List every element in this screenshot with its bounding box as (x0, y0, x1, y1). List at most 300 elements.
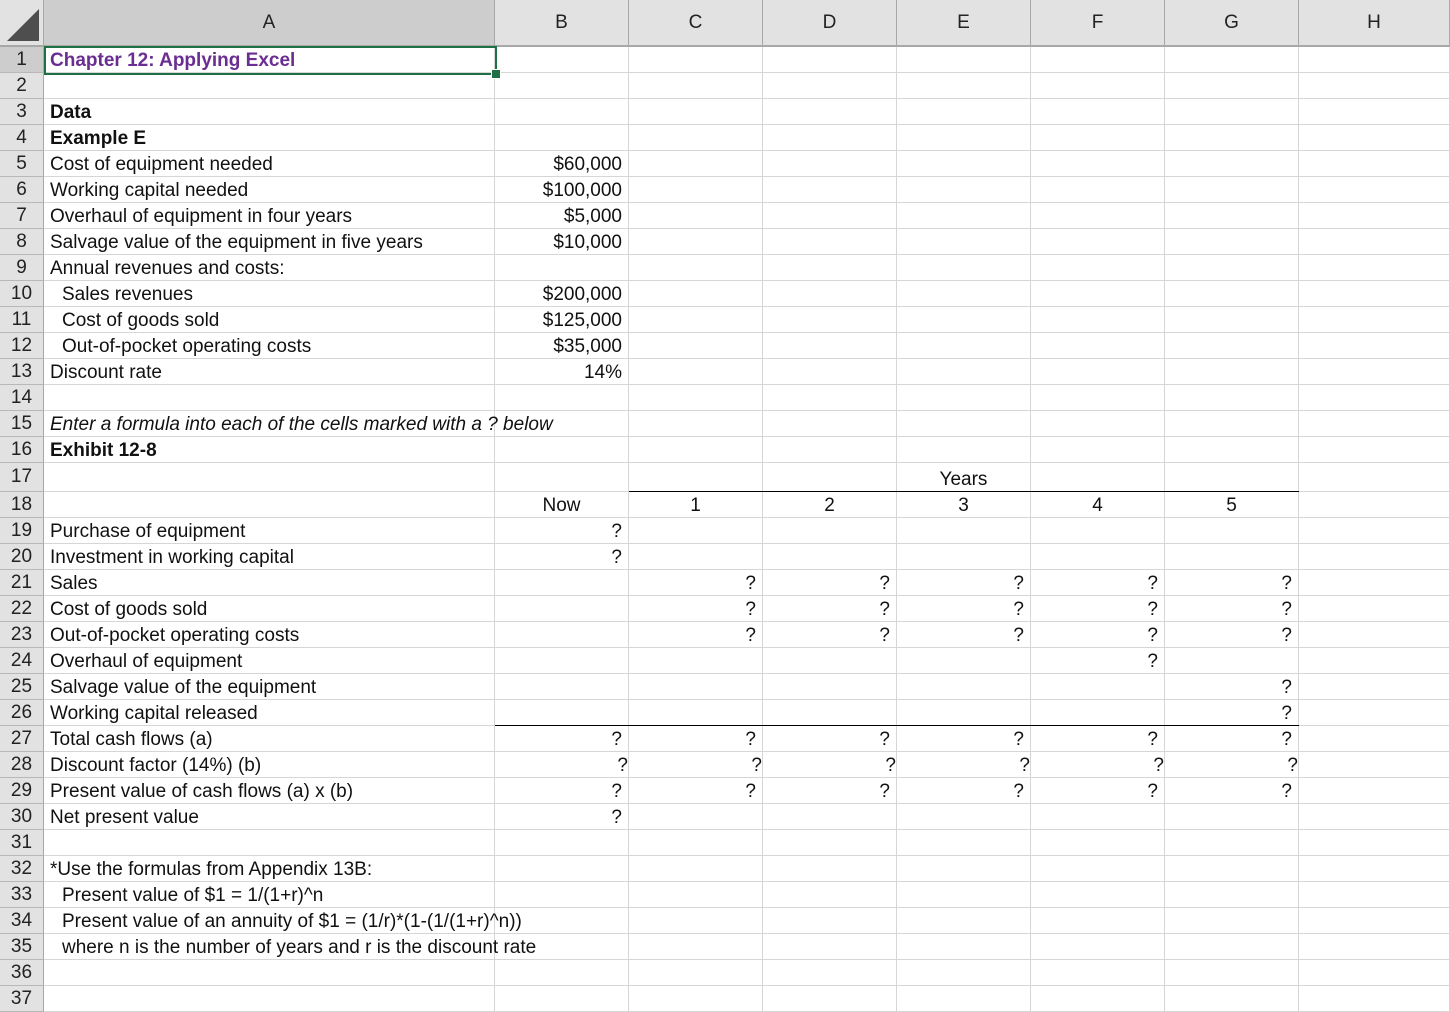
cell-d14[interactable] (763, 385, 897, 411)
cell-b31[interactable] (495, 830, 629, 856)
cell-b21[interactable] (495, 570, 629, 596)
cell-c11[interactable] (629, 307, 763, 333)
cell-f6[interactable] (1031, 177, 1165, 203)
cell-e32[interactable] (897, 856, 1031, 882)
cell-a20[interactable]: Investment in working capital (44, 544, 495, 570)
cell-g30[interactable] (1165, 804, 1299, 830)
cell-e15[interactable] (897, 411, 1031, 437)
cell-g20[interactable] (1165, 544, 1299, 570)
cell-f12[interactable] (1031, 333, 1165, 359)
cell-a4[interactable]: Example E (44, 125, 495, 151)
row-header-2[interactable]: 2 (0, 73, 44, 99)
column-header-h[interactable]: H (1299, 0, 1450, 47)
cell-e29[interactable]: ? (897, 778, 1031, 804)
column-header-f[interactable]: F (1031, 0, 1165, 47)
cell-d11[interactable] (763, 307, 897, 333)
cell-f18[interactable]: 4 (1031, 492, 1165, 518)
cell-c7[interactable] (629, 203, 763, 229)
cell-c5[interactable] (629, 151, 763, 177)
cell-a33[interactable]: Present value of $1 = 1/(1+r)^n (44, 882, 495, 908)
row-header-5[interactable]: 5 (0, 151, 44, 177)
cell-g10[interactable] (1165, 281, 1299, 307)
column-header-a[interactable]: A (44, 0, 495, 47)
cell-a12[interactable]: Out-of-pocket operating costs (44, 333, 495, 359)
cell-f30[interactable] (1031, 804, 1165, 830)
cell-f25[interactable] (1031, 674, 1165, 700)
cell-a22[interactable]: Cost of goods sold (44, 596, 495, 622)
cell-b37[interactable] (495, 986, 629, 1012)
cell-a25[interactable]: Salvage value of the equipment (44, 674, 495, 700)
cell-c3[interactable] (629, 99, 763, 125)
cell-b20[interactable]: ? (495, 544, 629, 570)
cell-e27[interactable]: ? (897, 726, 1031, 752)
row-header-31[interactable]: 31 (0, 830, 44, 856)
cell-g22[interactable]: ? (1165, 596, 1299, 622)
row-header-3[interactable]: 3 (0, 99, 44, 125)
cell-f5[interactable] (1031, 151, 1165, 177)
row-header-4[interactable]: 4 (0, 125, 44, 151)
row-header-11[interactable]: 11 (0, 307, 44, 333)
cell-e4[interactable] (897, 125, 1031, 151)
cell-b10[interactable]: $200,000 (495, 281, 629, 307)
cell-g1[interactable] (1165, 47, 1299, 73)
cell-e33[interactable] (897, 882, 1031, 908)
cell-g5[interactable] (1165, 151, 1299, 177)
cell-a26[interactable]: Working capital released (44, 700, 495, 726)
cell-f36[interactable] (1031, 960, 1165, 986)
cell-d28[interactable]: ? (763, 752, 897, 778)
cell-c19[interactable] (629, 518, 763, 544)
row-header-27[interactable]: 27 (0, 726, 44, 752)
cell-e31[interactable] (897, 830, 1031, 856)
cell-d13[interactable] (763, 359, 897, 385)
cell-e17[interactable]: Years (897, 463, 1031, 492)
cell-g18[interactable]: 5 (1165, 492, 1299, 518)
cell-g8[interactable] (1165, 229, 1299, 255)
cell-c22[interactable]: ? (629, 596, 763, 622)
cell-b6[interactable]: $100,000 (495, 177, 629, 203)
cell-e10[interactable] (897, 281, 1031, 307)
cell-g9[interactable] (1165, 255, 1299, 281)
cell-b30[interactable]: ? (495, 804, 629, 830)
cell-e37[interactable] (897, 986, 1031, 1012)
cell-h6[interactable] (1299, 177, 1450, 203)
cell-e6[interactable] (897, 177, 1031, 203)
cell-c16[interactable] (629, 437, 763, 463)
cell-b25[interactable] (495, 674, 629, 700)
cell-f7[interactable] (1031, 203, 1165, 229)
cell-a7[interactable]: Overhaul of equipment in four years (44, 203, 495, 229)
cell-b23[interactable] (495, 622, 629, 648)
cell-c9[interactable] (629, 255, 763, 281)
cell-b19[interactable]: ? (495, 518, 629, 544)
cell-d16[interactable] (763, 437, 897, 463)
cell-b29[interactable]: ? (495, 778, 629, 804)
row-header-10[interactable]: 10 (0, 281, 44, 307)
cell-b16[interactable] (495, 437, 629, 463)
cell-e36[interactable] (897, 960, 1031, 986)
cell-d25[interactable] (763, 674, 897, 700)
row-header-14[interactable]: 14 (0, 385, 44, 411)
column-header-b[interactable]: B (495, 0, 629, 47)
cell-g36[interactable] (1165, 960, 1299, 986)
row-header-20[interactable]: 20 (0, 544, 44, 570)
cell-g25[interactable]: ? (1165, 674, 1299, 700)
cell-h37[interactable] (1299, 986, 1450, 1012)
cell-a14[interactable] (44, 385, 495, 411)
cell-e5[interactable] (897, 151, 1031, 177)
cell-b27[interactable]: ? (495, 726, 629, 752)
cell-g19[interactable] (1165, 518, 1299, 544)
cell-a35[interactable]: where n is the number of years and r is the discount rate (44, 934, 495, 960)
cell-g14[interactable] (1165, 385, 1299, 411)
cell-c27[interactable]: ? (629, 726, 763, 752)
cell-f2[interactable] (1031, 73, 1165, 99)
cell-e11[interactable] (897, 307, 1031, 333)
cell-g3[interactable] (1165, 99, 1299, 125)
cell-h21[interactable] (1299, 570, 1450, 596)
cell-a9[interactable]: Annual revenues and costs: (44, 255, 495, 281)
cell-c8[interactable] (629, 229, 763, 255)
row-header-6[interactable]: 6 (0, 177, 44, 203)
cell-e3[interactable] (897, 99, 1031, 125)
cell-f9[interactable] (1031, 255, 1165, 281)
cell-a5[interactable]: Cost of equipment needed (44, 151, 495, 177)
cell-f19[interactable] (1031, 518, 1165, 544)
cell-h29[interactable] (1299, 778, 1450, 804)
cell-e14[interactable] (897, 385, 1031, 411)
cell-b12[interactable]: $35,000 (495, 333, 629, 359)
cell-d36[interactable] (763, 960, 897, 986)
cell-h16[interactable] (1299, 437, 1450, 463)
cell-g26[interactable]: ? (1165, 700, 1299, 726)
cell-b24[interactable] (495, 648, 629, 674)
cell-f13[interactable] (1031, 359, 1165, 385)
cell-a16[interactable]: Exhibit 12-8 (44, 437, 495, 463)
cell-d10[interactable] (763, 281, 897, 307)
cell-f20[interactable] (1031, 544, 1165, 570)
cell-a18[interactable] (44, 492, 495, 518)
cell-h12[interactable] (1299, 333, 1450, 359)
cell-h23[interactable] (1299, 622, 1450, 648)
row-header-7[interactable]: 7 (0, 203, 44, 229)
cell-g15[interactable] (1165, 411, 1299, 437)
fill-handle[interactable] (491, 69, 501, 79)
cell-d21[interactable]: ? (763, 570, 897, 596)
row-header-30[interactable]: 30 (0, 804, 44, 830)
cell-f8[interactable] (1031, 229, 1165, 255)
cell-d31[interactable] (763, 830, 897, 856)
cell-a34[interactable]: Present value of an annuity of $1 = (1/r)*(1-(1/(1+r)^n)) (44, 908, 495, 934)
cell-c4[interactable] (629, 125, 763, 151)
cell-g31[interactable] (1165, 830, 1299, 856)
cell-f29[interactable]: ? (1031, 778, 1165, 804)
cell-e20[interactable] (897, 544, 1031, 570)
cell-g34[interactable] (1165, 908, 1299, 934)
cell-b14[interactable] (495, 385, 629, 411)
row-header-23[interactable]: 23 (0, 622, 44, 648)
cell-g37[interactable] (1165, 986, 1299, 1012)
cell-c15[interactable] (629, 411, 763, 437)
row-header-12[interactable]: 12 (0, 333, 44, 359)
cell-g16[interactable] (1165, 437, 1299, 463)
cell-d34[interactable] (763, 908, 897, 934)
cell-a32[interactable]: *Use the formulas from Appendix 13B: (44, 856, 495, 882)
cell-e16[interactable] (897, 437, 1031, 463)
cell-f4[interactable] (1031, 125, 1165, 151)
cell-e1[interactable] (897, 47, 1031, 73)
cell-a27[interactable]: Total cash flows (a) (44, 726, 495, 752)
cell-f31[interactable] (1031, 830, 1165, 856)
cell-c1[interactable] (629, 47, 763, 73)
cell-h27[interactable] (1299, 726, 1450, 752)
cell-f24[interactable]: ? (1031, 648, 1165, 674)
cell-d37[interactable] (763, 986, 897, 1012)
cell-b1[interactable] (495, 47, 629, 73)
cell-a17[interactable] (44, 463, 495, 492)
cell-d33[interactable] (763, 882, 897, 908)
cell-e24[interactable] (897, 648, 1031, 674)
cell-b2[interactable] (495, 73, 629, 99)
cell-f10[interactable] (1031, 281, 1165, 307)
cell-c35[interactable] (629, 934, 763, 960)
cell-d7[interactable] (763, 203, 897, 229)
cell-h24[interactable] (1299, 648, 1450, 674)
cell-h5[interactable] (1299, 151, 1450, 177)
cell-d30[interactable] (763, 804, 897, 830)
cell-f34[interactable] (1031, 908, 1165, 934)
row-header-9[interactable]: 9 (0, 255, 44, 281)
cell-e34[interactable] (897, 908, 1031, 934)
cell-h26[interactable] (1299, 700, 1450, 726)
cell-d17[interactable] (763, 463, 897, 492)
cell-c2[interactable] (629, 73, 763, 99)
select-all-button[interactable] (0, 0, 44, 47)
cell-h10[interactable] (1299, 281, 1450, 307)
cell-b36[interactable] (495, 960, 629, 986)
cell-c10[interactable] (629, 281, 763, 307)
row-header-21[interactable]: 21 (0, 570, 44, 596)
cell-f11[interactable] (1031, 307, 1165, 333)
cell-h33[interactable] (1299, 882, 1450, 908)
cell-g32[interactable] (1165, 856, 1299, 882)
cell-a11[interactable]: Cost of goods sold (44, 307, 495, 333)
cell-f27[interactable]: ? (1031, 726, 1165, 752)
cell-b9[interactable] (495, 255, 629, 281)
cell-h20[interactable] (1299, 544, 1450, 570)
row-header-18[interactable]: 18 (0, 492, 44, 518)
cell-c23[interactable]: ? (629, 622, 763, 648)
cell-e21[interactable]: ? (897, 570, 1031, 596)
cell-b18[interactable]: Now (495, 492, 629, 518)
cell-g24[interactable] (1165, 648, 1299, 674)
cell-b17[interactable] (495, 463, 629, 492)
cell-h8[interactable] (1299, 229, 1450, 255)
row-header-26[interactable]: 26 (0, 700, 44, 726)
cell-f15[interactable] (1031, 411, 1165, 437)
cell-c32[interactable] (629, 856, 763, 882)
cell-d18[interactable]: 2 (763, 492, 897, 518)
cell-d5[interactable] (763, 151, 897, 177)
cell-c28[interactable]: ? (629, 752, 763, 778)
cell-f28[interactable]: ? (1031, 752, 1165, 778)
cell-g7[interactable] (1165, 203, 1299, 229)
row-header-35[interactable]: 35 (0, 934, 44, 960)
cell-h14[interactable] (1299, 385, 1450, 411)
cell-a6[interactable]: Working capital needed (44, 177, 495, 203)
cell-g4[interactable] (1165, 125, 1299, 151)
row-header-24[interactable]: 24 (0, 648, 44, 674)
cell-d19[interactable] (763, 518, 897, 544)
cell-g35[interactable] (1165, 934, 1299, 960)
cell-g28[interactable]: ? (1165, 752, 1299, 778)
cell-f32[interactable] (1031, 856, 1165, 882)
cell-d22[interactable]: ? (763, 596, 897, 622)
cell-h36[interactable] (1299, 960, 1450, 986)
cell-h17[interactable] (1299, 463, 1450, 492)
cell-h30[interactable] (1299, 804, 1450, 830)
cell-c34[interactable] (629, 908, 763, 934)
cell-e26[interactable] (897, 700, 1031, 726)
cell-c26[interactable] (629, 700, 763, 726)
cell-c12[interactable] (629, 333, 763, 359)
cell-f21[interactable]: ? (1031, 570, 1165, 596)
cell-c29[interactable]: ? (629, 778, 763, 804)
row-header-8[interactable]: 8 (0, 229, 44, 255)
cell-a37[interactable] (44, 986, 495, 1012)
cell-b13[interactable]: 14% (495, 359, 629, 385)
cell-a24[interactable]: Overhaul of equipment (44, 648, 495, 674)
cell-c30[interactable] (629, 804, 763, 830)
cell-b28[interactable]: ? (495, 752, 629, 778)
cell-h13[interactable] (1299, 359, 1450, 385)
cell-h3[interactable] (1299, 99, 1450, 125)
cell-h1[interactable] (1299, 47, 1450, 73)
cell-h35[interactable] (1299, 934, 1450, 960)
cell-g33[interactable] (1165, 882, 1299, 908)
cell-a15[interactable]: Enter a formula into each of the cells marked with a ? below (44, 411, 495, 437)
cell-d32[interactable] (763, 856, 897, 882)
cell-b26[interactable] (495, 700, 629, 726)
cell-e12[interactable] (897, 333, 1031, 359)
cell-h4[interactable] (1299, 125, 1450, 151)
cell-c13[interactable] (629, 359, 763, 385)
cell-e28[interactable]: ? (897, 752, 1031, 778)
cell-d1[interactable] (763, 47, 897, 73)
cell-h18[interactable] (1299, 492, 1450, 518)
cell-f37[interactable] (1031, 986, 1165, 1012)
cell-a29[interactable]: Present value of cash flows (a) x (b) (44, 778, 495, 804)
cell-h32[interactable] (1299, 856, 1450, 882)
row-header-16[interactable]: 16 (0, 437, 44, 463)
cell-f33[interactable] (1031, 882, 1165, 908)
cell-e25[interactable] (897, 674, 1031, 700)
cell-b32[interactable] (495, 856, 629, 882)
cell-e13[interactable] (897, 359, 1031, 385)
cell-c36[interactable] (629, 960, 763, 986)
cell-d26[interactable] (763, 700, 897, 726)
cell-f35[interactable] (1031, 934, 1165, 960)
column-header-d[interactable]: D (763, 0, 897, 47)
cell-c31[interactable] (629, 830, 763, 856)
cell-d2[interactable] (763, 73, 897, 99)
row-header-15[interactable]: 15 (0, 411, 44, 437)
cell-b3[interactable] (495, 99, 629, 125)
cell-f23[interactable]: ? (1031, 622, 1165, 648)
cell-e22[interactable]: ? (897, 596, 1031, 622)
row-header-1[interactable]: 1 (0, 47, 44, 73)
column-header-g[interactable]: G (1165, 0, 1299, 47)
cell-c17[interactable] (629, 463, 763, 492)
row-header-34[interactable]: 34 (0, 908, 44, 934)
cell-a19[interactable]: Purchase of equipment (44, 518, 495, 544)
row-header-19[interactable]: 19 (0, 518, 44, 544)
cell-a10[interactable]: Sales revenues (44, 281, 495, 307)
cell-a3[interactable]: Data (44, 99, 495, 125)
cell-g6[interactable] (1165, 177, 1299, 203)
cell-f17[interactable] (1031, 463, 1165, 492)
cell-g29[interactable]: ? (1165, 778, 1299, 804)
cell-d35[interactable] (763, 934, 897, 960)
cell-a8[interactable]: Salvage value of the equipment in five years (44, 229, 495, 255)
cell-f14[interactable] (1031, 385, 1165, 411)
cell-c25[interactable] (629, 674, 763, 700)
cell-e8[interactable] (897, 229, 1031, 255)
cell-d20[interactable] (763, 544, 897, 570)
row-header-29[interactable]: 29 (0, 778, 44, 804)
cell-b11[interactable]: $125,000 (495, 307, 629, 333)
cell-f16[interactable] (1031, 437, 1165, 463)
cell-g11[interactable] (1165, 307, 1299, 333)
cell-a2[interactable] (44, 73, 495, 99)
cell-c24[interactable] (629, 648, 763, 674)
cell-c20[interactable] (629, 544, 763, 570)
cell-g23[interactable]: ? (1165, 622, 1299, 648)
cell-h9[interactable] (1299, 255, 1450, 281)
cell-h2[interactable] (1299, 73, 1450, 99)
cell-c33[interactable] (629, 882, 763, 908)
cell-d15[interactable] (763, 411, 897, 437)
cell-c18[interactable]: 1 (629, 492, 763, 518)
cell-g12[interactable] (1165, 333, 1299, 359)
cell-g27[interactable]: ? (1165, 726, 1299, 752)
cell-g17[interactable] (1165, 463, 1299, 492)
cell-d9[interactable] (763, 255, 897, 281)
cell-a36[interactable] (44, 960, 495, 986)
cell-b5[interactable]: $60,000 (495, 151, 629, 177)
cell-b7[interactable]: $5,000 (495, 203, 629, 229)
row-header-13[interactable]: 13 (0, 359, 44, 385)
cell-h31[interactable] (1299, 830, 1450, 856)
cell-d27[interactable]: ? (763, 726, 897, 752)
column-header-c[interactable]: C (629, 0, 763, 47)
cell-h15[interactable] (1299, 411, 1450, 437)
row-header-25[interactable]: 25 (0, 674, 44, 700)
cell-f22[interactable]: ? (1031, 596, 1165, 622)
cell-b33[interactable] (495, 882, 629, 908)
row-header-28[interactable]: 28 (0, 752, 44, 778)
cell-h22[interactable] (1299, 596, 1450, 622)
cell-d3[interactable] (763, 99, 897, 125)
column-header-e[interactable]: E (897, 0, 1031, 47)
cell-g2[interactable] (1165, 73, 1299, 99)
cell-b22[interactable] (495, 596, 629, 622)
cell-h11[interactable] (1299, 307, 1450, 333)
cell-e35[interactable] (897, 934, 1031, 960)
cell-d29[interactable]: ? (763, 778, 897, 804)
cell-d6[interactable] (763, 177, 897, 203)
cell-h7[interactable] (1299, 203, 1450, 229)
